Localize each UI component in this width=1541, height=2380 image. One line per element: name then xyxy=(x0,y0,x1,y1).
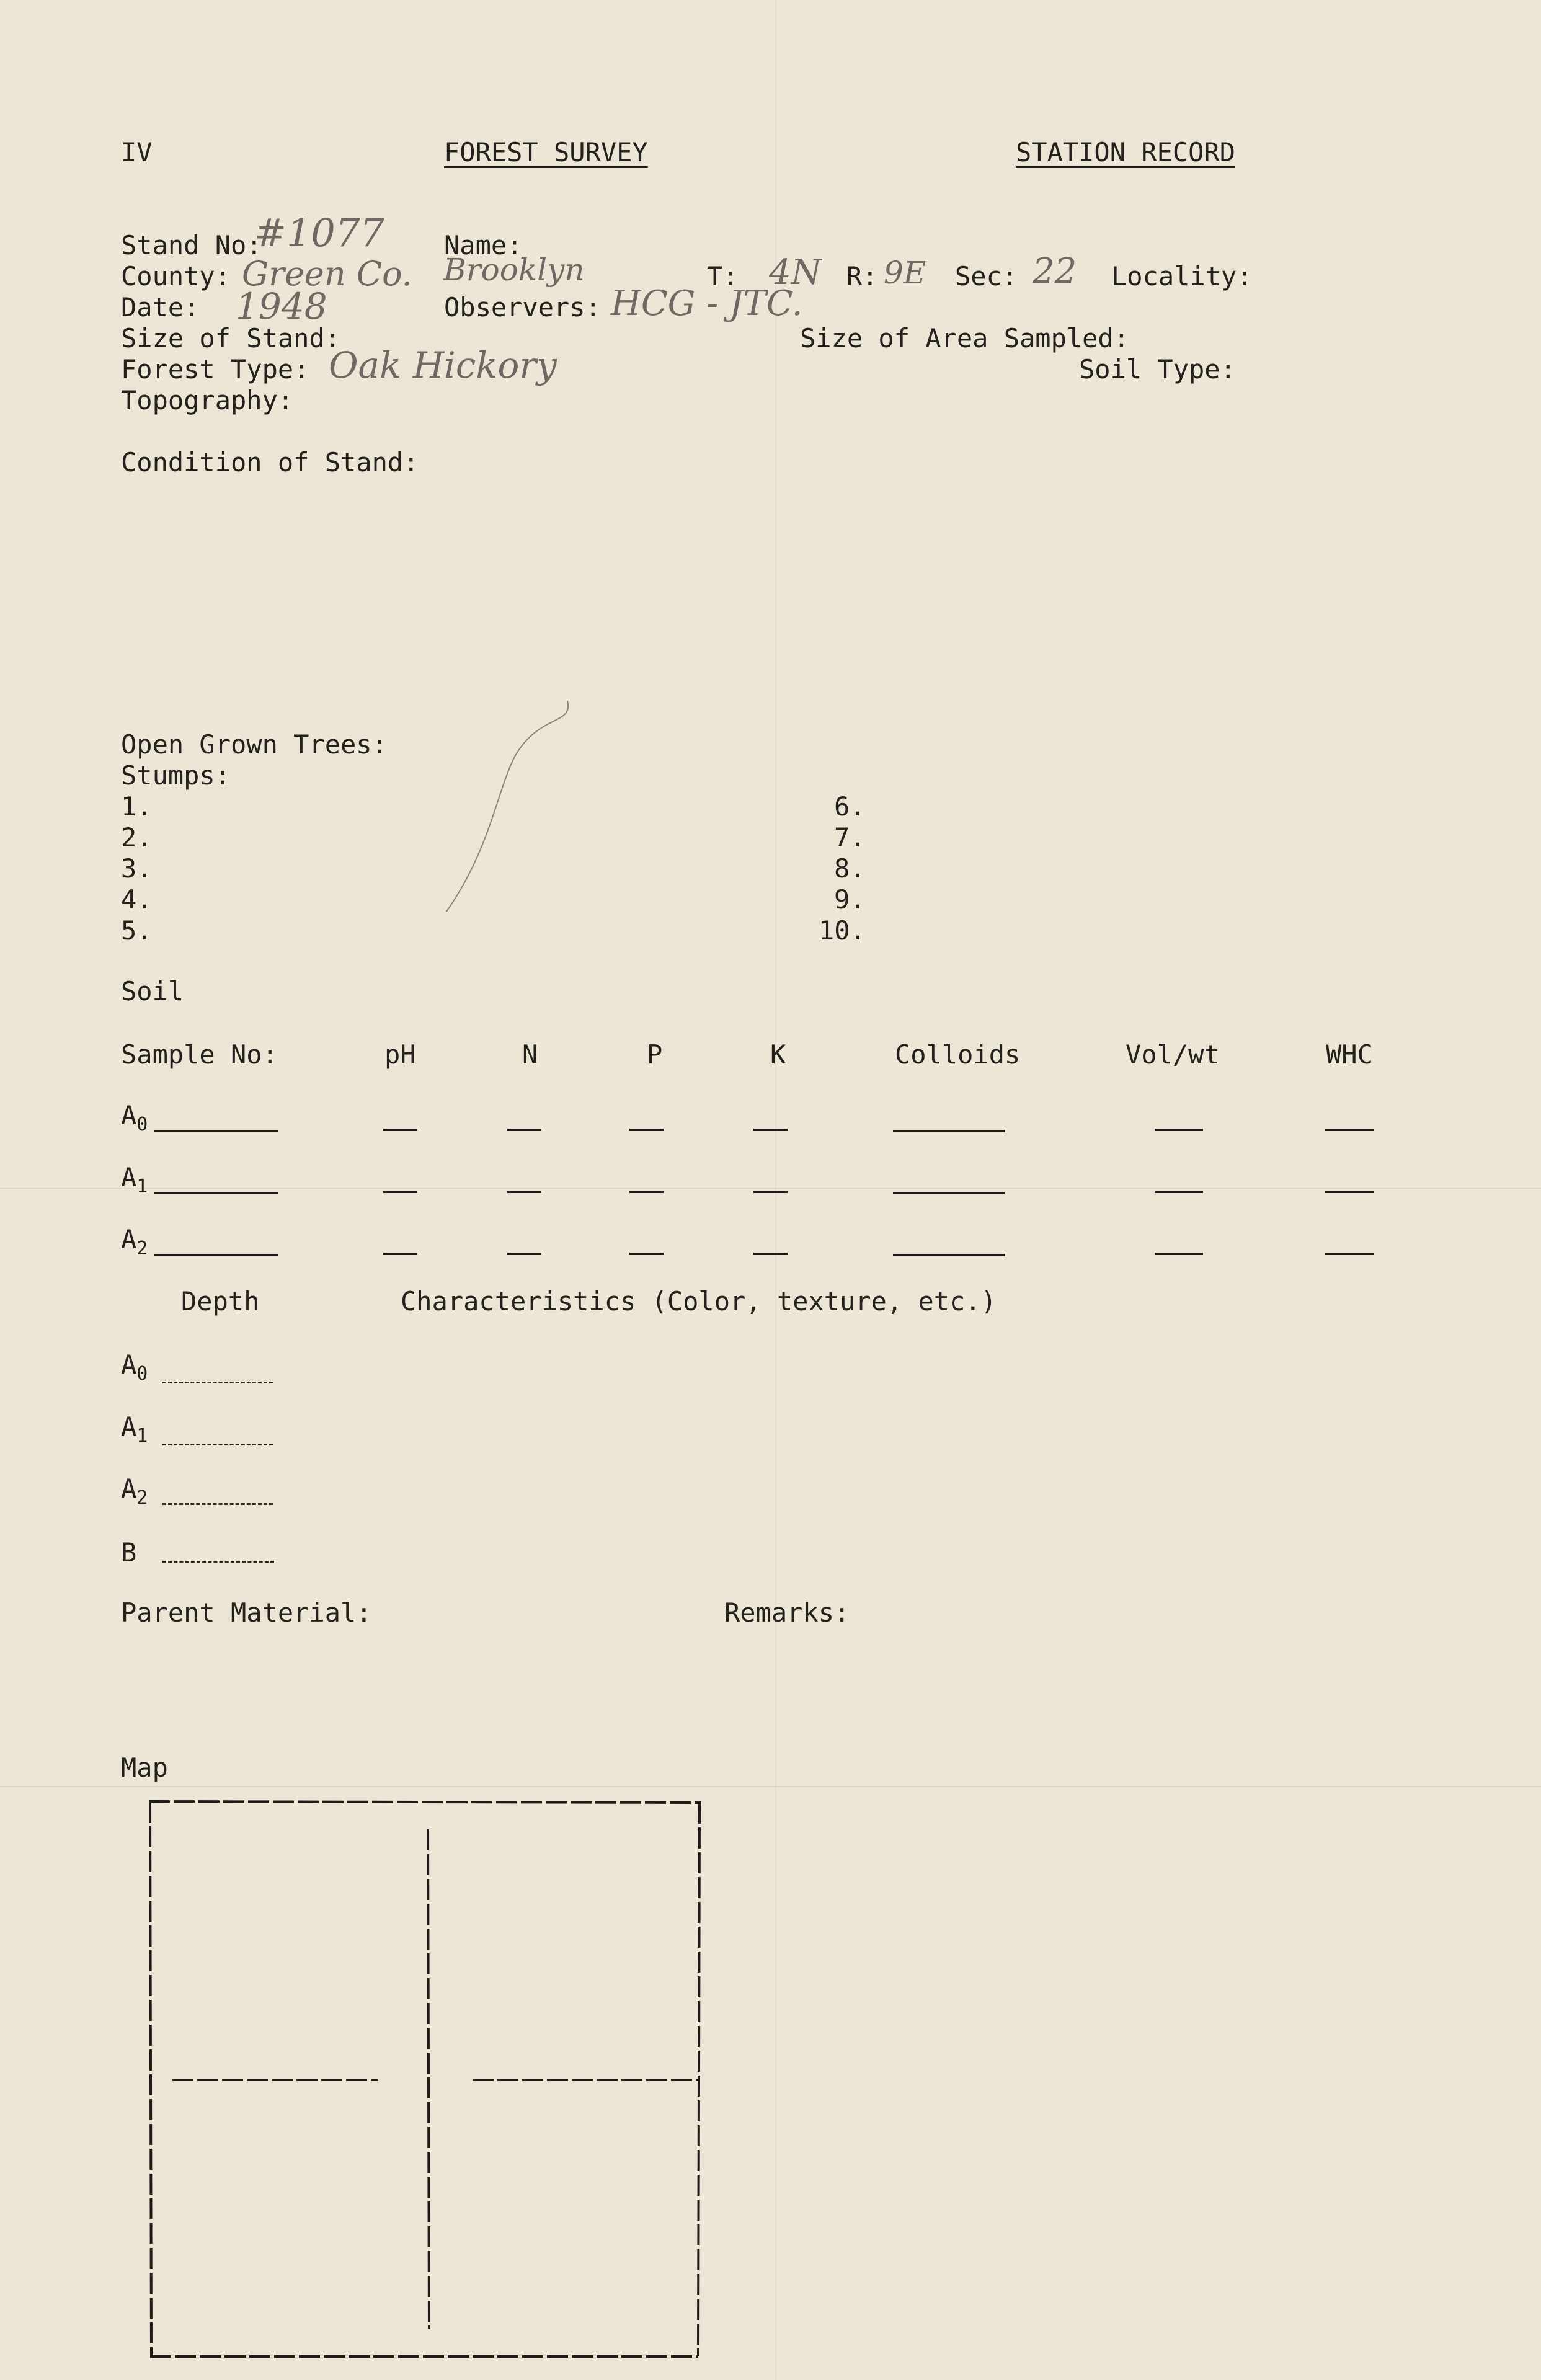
col-whc: WHC xyxy=(1326,1039,1373,1070)
stand-no-value: #1077 xyxy=(254,210,384,255)
col-vol-wt: Vol/wt xyxy=(1126,1039,1220,1070)
paper-fold xyxy=(0,1188,1541,1189)
blank-line xyxy=(1325,1191,1374,1193)
date-label: Date: xyxy=(121,292,200,322)
stump-number: 2. xyxy=(121,822,153,853)
col-k: K xyxy=(770,1039,786,1070)
form-number: IV xyxy=(121,137,153,167)
size-of-area-label: Size of Area Sampled: xyxy=(800,323,1130,353)
blank-line xyxy=(629,1129,664,1131)
range-value: 9E xyxy=(884,255,926,291)
condition-label: Condition of Stand: xyxy=(121,447,419,477)
blank-line xyxy=(1155,1129,1203,1131)
name-label: Name: xyxy=(444,230,523,260)
blank-line xyxy=(507,1253,541,1255)
section-value: 22 xyxy=(1033,251,1077,291)
map-label: Map xyxy=(121,1752,168,1783)
depth-heading: Depth xyxy=(181,1286,260,1317)
blank-line xyxy=(162,1444,273,1445)
depth-label: B xyxy=(121,1537,137,1568)
depth-label: $A_2$ xyxy=(121,1473,148,1509)
stump-number: 10. xyxy=(819,915,866,946)
blank-line xyxy=(753,1191,788,1193)
col-colloids: Colloids xyxy=(895,1039,1021,1070)
characteristics-heading: Characteristics (Color, texture, etc.) xyxy=(401,1286,997,1317)
col-ph: pH xyxy=(384,1039,416,1070)
blank-line xyxy=(383,1191,417,1193)
blank-line xyxy=(162,1382,273,1383)
blank-line xyxy=(629,1191,664,1193)
open-grown-label: Open Grown Trees: xyxy=(121,729,388,760)
blank-line xyxy=(383,1129,417,1131)
blank-line xyxy=(753,1253,788,1255)
blank-line xyxy=(1325,1253,1374,1255)
township-label: T: xyxy=(707,261,739,291)
township-value: 4N xyxy=(769,252,822,293)
form-subtitle: STATION RECORD xyxy=(1016,137,1236,167)
blank-line xyxy=(1325,1129,1374,1131)
sample-label: $A_2$ xyxy=(121,1224,148,1259)
county-value: Green Co. xyxy=(242,254,412,293)
blank-line xyxy=(893,1254,1005,1256)
blank-line xyxy=(753,1129,788,1131)
stump-number: 8. xyxy=(834,853,866,884)
map-grid xyxy=(143,1795,708,2366)
col-n: N xyxy=(522,1039,538,1070)
observers-label: Observers: xyxy=(444,292,601,322)
locality-label: Locality: xyxy=(1111,261,1253,291)
stump-number: 3. xyxy=(121,853,153,884)
pencil-mark xyxy=(434,688,577,924)
form-title: FOREST SURVEY xyxy=(444,137,648,167)
sample-label: $A_1$ xyxy=(121,1162,148,1197)
blank-line xyxy=(507,1191,541,1193)
forest-type-value: Oak Hickory xyxy=(329,344,557,386)
blank-line xyxy=(154,1130,278,1132)
section-label: Sec: xyxy=(955,261,1018,291)
stump-number: 7. xyxy=(834,822,866,853)
blank-line xyxy=(162,1561,274,1563)
soil-type-label: Soil Type: xyxy=(1079,354,1236,384)
range-label: R: xyxy=(846,261,878,291)
depth-label: $A_1$ xyxy=(121,1411,148,1447)
blank-line xyxy=(154,1254,278,1256)
blank-line xyxy=(629,1253,664,1255)
col-sample-no: Sample No: xyxy=(121,1039,278,1070)
stand-no-label: Stand No: xyxy=(121,230,262,260)
topography-label: Topography: xyxy=(121,385,294,415)
blank-line xyxy=(383,1253,417,1255)
observers-value: HCG - JTC. xyxy=(611,283,803,324)
blank-line xyxy=(154,1192,278,1194)
sample-label: $A_0$ xyxy=(121,1100,148,1135)
stump-number: 5. xyxy=(121,915,153,946)
blank-line xyxy=(162,1503,273,1505)
blank-line xyxy=(507,1129,541,1131)
name-value: Brooklyn xyxy=(443,252,585,288)
paper-fold xyxy=(0,1786,1541,1787)
blank-line xyxy=(1155,1191,1203,1193)
col-p: P xyxy=(647,1039,663,1070)
county-label: County: xyxy=(121,261,231,291)
paper-fold xyxy=(775,0,776,2380)
stump-number: 1. xyxy=(121,791,153,822)
stump-number: 9. xyxy=(834,884,866,915)
date-value: 1948 xyxy=(236,285,327,327)
blank-line xyxy=(1155,1253,1203,1255)
depth-label: $A_0$ xyxy=(121,1349,148,1385)
remarks-label: Remarks: xyxy=(724,1597,850,1628)
blank-line xyxy=(893,1130,1005,1132)
stump-number: 4. xyxy=(121,884,153,915)
size-of-stand-label: Size of Stand: xyxy=(121,323,341,353)
parent-material-label: Parent Material: xyxy=(121,1597,372,1628)
soil-heading: Soil xyxy=(121,976,184,1006)
blank-line xyxy=(893,1192,1005,1194)
stump-number: 6. xyxy=(834,791,866,822)
stumps-label: Stumps: xyxy=(121,760,231,791)
forest-type-label: Forest Type: xyxy=(121,354,309,384)
